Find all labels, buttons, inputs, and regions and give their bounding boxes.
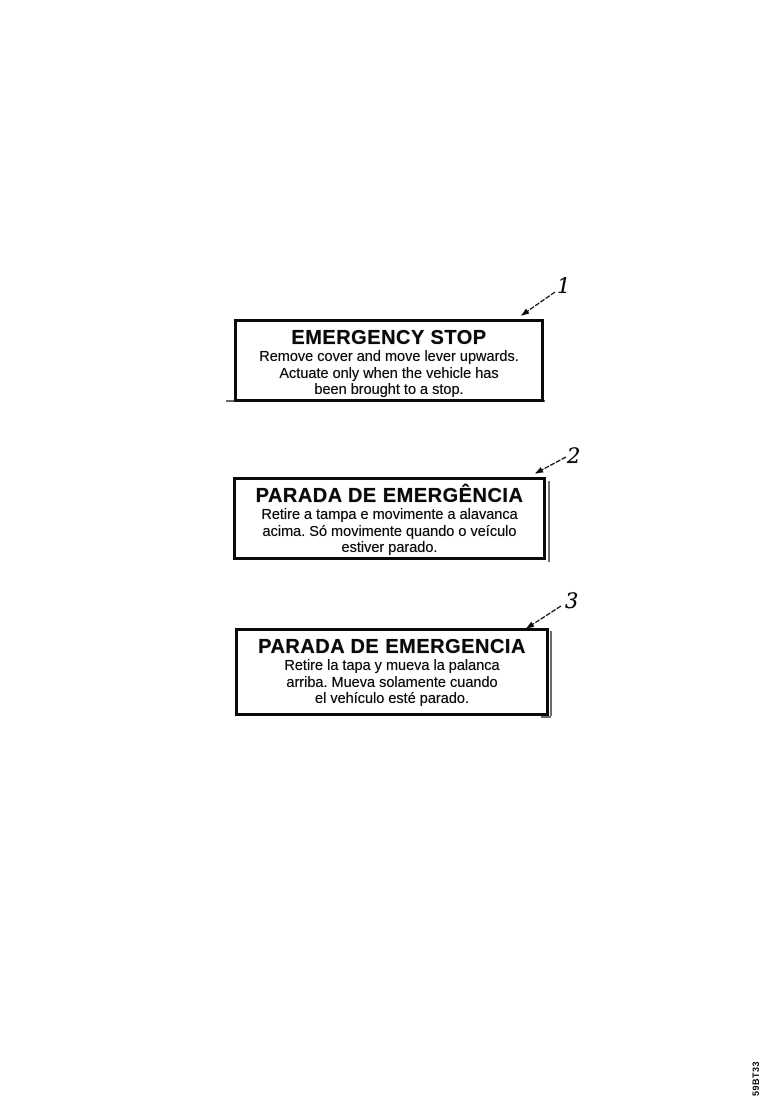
decal-text-line: been brought to a stop. [314, 382, 464, 398]
leader-line-3 [527, 606, 561, 628]
decal-text-line: Actuate only when the vehicle has [279, 365, 499, 382]
decal-box-emergency-stop-spanish [235, 628, 549, 716]
decal-title: EMERGENCY STOP [291, 327, 487, 349]
decal-box-emergency-stop-english [234, 319, 544, 402]
decal-text-line: estiver parado. [341, 540, 438, 556]
callout-number-2: 2 [567, 444, 581, 468]
decal-text-line: Retire a tampa e movimente a alavanca [261, 507, 518, 523]
leader-line-2 [536, 457, 566, 473]
callout-number-1: 1 [557, 274, 571, 298]
figure-code: 59BT33 [751, 1060, 761, 1096]
decal-text-line: arriba. Mueva solamente cuando [286, 674, 498, 691]
decal-text-line: el vehículo esté parado. [315, 691, 469, 707]
callout-number-3: 3 [565, 589, 579, 613]
decal-box-emergency-stop-portuguese [233, 477, 546, 560]
decal-text-line: Retire la tapa y mueva la palanca [284, 658, 500, 674]
decal-text-line: acima. Só movimente quando o veículo [262, 523, 517, 540]
decal-title: PARADA DE EMERGENCIA [258, 636, 526, 658]
leader-line-1 [522, 292, 555, 315]
decal-text-line: Remove cover and move lever upwards. [259, 349, 519, 365]
decal-title: PARADA DE EMERGÊNCIA [255, 485, 524, 507]
